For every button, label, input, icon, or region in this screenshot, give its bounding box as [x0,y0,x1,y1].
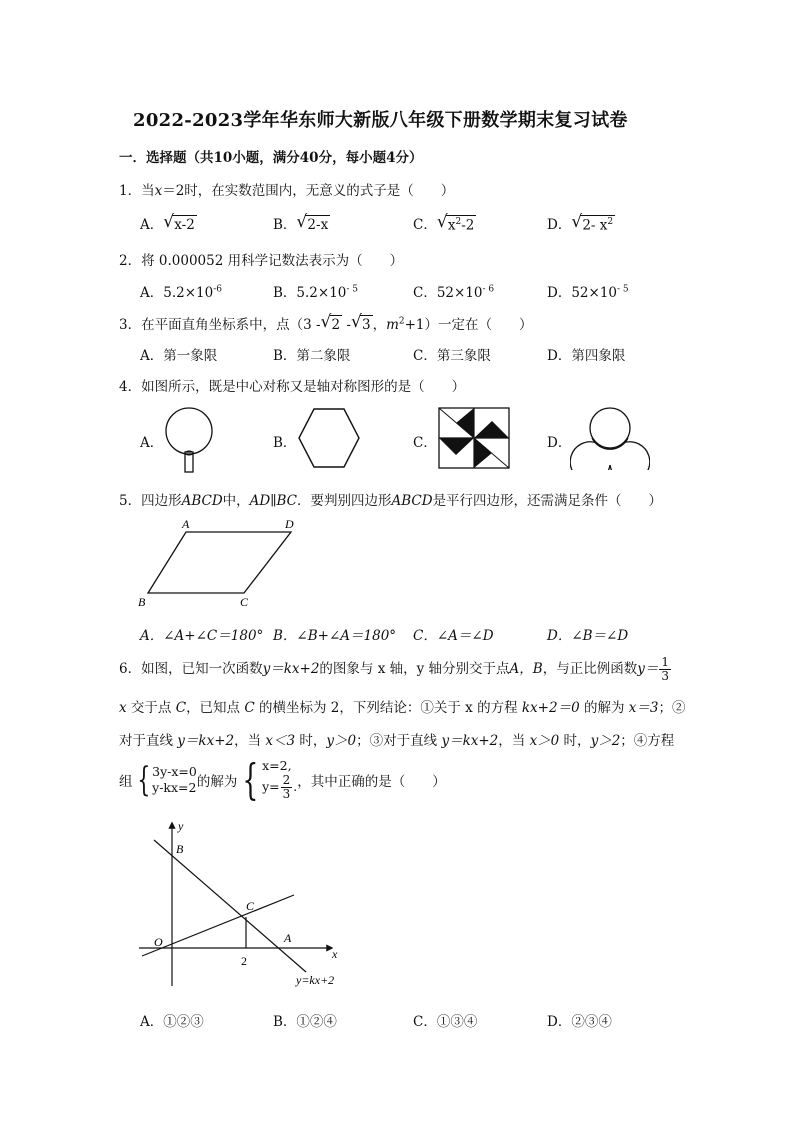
question-5-stem [119,489,662,509]
solution-period: . [293,779,298,794]
option-label: C． [413,217,437,233]
solution-y [262,774,297,801]
q6-text: 的解为 [579,700,629,716]
fraction-denominator: 3 [661,669,669,683]
q3-variable: m [386,317,399,333]
q3-stem-part: +1）一定在（ ） [404,317,533,333]
q1-stem-part: 1．当 [119,183,155,199]
q6-text: 时， [559,733,591,749]
q1-stem-part: ＝2时，在实数范围内，无意义的式子是（ ） [162,183,455,199]
q6-text: 对于直线 [119,733,178,749]
option-text: C．52×10 [413,285,483,301]
q3-stem-part: ， [372,317,387,333]
q4-figure-b-hexagon-icon [296,407,362,469]
exponent: - 6 [482,284,495,295]
radicand [580,215,615,234]
question-4-stem: 4．如图所示，既是中心对称又是轴对称图形的是（ ） [119,379,466,395]
sqrt-expression: √ 3 [350,312,371,333]
point-b-label: B [176,842,184,856]
q6-equation: kx+2＝0 [521,700,580,716]
question-6-line-4 [119,754,446,804]
q4-option-c[interactable]: C． [413,435,437,451]
q6-text: ；④方程 [620,733,675,749]
exponent: 2 [607,216,614,227]
q4-option-d[interactable]: D． [547,435,572,451]
q6-equation: y＝kx+2 [441,733,499,749]
x-tick-2-label: 2 [241,954,247,968]
system-equation-1: 3y-x=0 [152,763,197,779]
q2-option-b[interactable] [273,281,358,301]
option-text: A．5.2×10 [140,285,214,301]
q6-option-a[interactable]: A．①②③ [140,1014,204,1030]
origin-label: O [154,935,163,949]
q1-option-d[interactable] [547,213,615,233]
q4-figure-a-fan-icon [162,406,216,476]
point-a-label: A [284,931,292,945]
q5-stem-part: ．要判别四边形 [296,493,392,509]
page-title: 2022-2023学年华东师大新版八年级下册数学期末复习试卷 [133,110,628,131]
brace-icon: { [136,759,150,800]
q6-option-d[interactable]: D．②③④ [547,1014,612,1030]
question-6-line-1 [119,656,672,683]
exponent: 2 [398,316,405,327]
fraction-two-thirds [281,774,293,801]
x-axis-label: x [332,947,338,961]
radicand-var: x [447,217,456,233]
q6-text: 的图象与 x 轴，y 轴分别交于点 [319,661,510,677]
q5-option-c[interactable]: C．∠A＝∠D [413,628,494,644]
sqrt-expression: √ x-2 [163,212,195,233]
option-label: A． [140,217,164,233]
vertex-label-c: C [240,595,249,609]
q5-parallel-condition: AD∥BC [249,493,297,509]
q5-stem-part: 5．四边形 [119,493,182,509]
fraction-denominator: 3 [282,787,291,801]
option-label: B． [273,217,297,233]
sqrt-expression: √ 2- $x^2$ [571,211,614,233]
q6-text: 组 [119,773,133,790]
equation-system [133,759,197,800]
q5-stem-part: 中， [222,493,250,509]
q6-inequality: x＞0 [529,733,560,749]
radicand: 3 [361,317,371,333]
q6-equation: y＝kx+2 [262,661,320,677]
system-equation-2: y-kx=2 [152,779,197,795]
exponent: - 5 [346,284,359,295]
exponent: 2 [455,216,462,227]
radicand: x-2 [174,217,195,233]
question-2-stem: 2．将 0.000052 用科学记数法表示为（ ） [119,253,404,269]
q3-stem-part: 3．在平面直角坐标系中，点（3 - [119,317,321,333]
y-axis-label: y [178,819,184,833]
q6-coordinate-graph [134,818,354,993]
q3-option-b[interactable]: B．第二象限 [273,348,351,364]
q1-option-b[interactable] [273,213,330,233]
q6-text: ，当 [234,733,266,749]
q6-text: ，与正比例函数 [542,661,638,677]
radicand-tail: -2 [461,217,475,233]
q6-text: ，已知点 [186,700,245,716]
q4-figure-d-triquetra-icon [570,406,650,470]
q6-text: ，当 [498,733,530,749]
q6-text: 6．如图，已知一次函数 [119,661,263,677]
brace-icon: { [242,754,259,804]
q6-option-b[interactable]: B．①②④ [273,1014,337,1030]
q6-inequality: y＞0 [326,733,357,749]
q6-variable: x [119,700,127,716]
radicand: 2-x [307,217,329,233]
q6-equation: y＝ [637,661,659,677]
q5-option-a[interactable]: A．∠A+∠C＝180° [140,628,264,644]
question-1-stem [119,179,454,199]
q2-option-d[interactable] [547,281,629,301]
q4-option-b[interactable]: B． [273,435,297,451]
q2-option-a[interactable] [140,281,222,301]
q6-text: ；③对于直线 [356,733,442,749]
q6-text: 时， [295,733,327,749]
q5-quadrilateral-name: ABCD [391,493,433,509]
q2-option-c[interactable] [413,281,494,301]
q5-quadrilateral-name: ABCD [181,493,223,509]
q3-stem-part: - [342,317,351,333]
q6-text: ，其中正确的是（ ） [297,773,446,790]
exponent: -6 [213,284,222,295]
q6-inequality: x＜3 [265,733,296,749]
option-label: D． [547,217,572,233]
solution-x: x=2, [262,758,292,773]
q3-option-c[interactable]: C．第三象限 [413,348,491,364]
q6-point: C [244,700,255,716]
sqrt-expression: √ 2-x [296,212,329,233]
option-text: B．5.2×10 [273,285,347,301]
question-6-line-3 [119,729,674,749]
q6-text: 的解为 [196,773,238,790]
q5-option-d[interactable]: D．∠B＝∠D [547,628,629,644]
q6-option-c[interactable]: C．①③④ [413,1014,478,1030]
sqrt-expression: √ 2 [320,312,341,333]
radicand-var: 2- x [582,217,608,233]
q4-option-a[interactable]: A． [140,435,164,451]
fraction-numerator: 1 [661,655,669,669]
q5-option-b[interactable]: B．∠B+∠A＝180° [273,628,397,644]
q6-text: ；② [658,700,686,716]
vertex-label-d: D [285,517,294,531]
q5-parallelogram-figure [136,515,306,610]
q5-stem-part: 是平行四边形，还需满足条件（ ） [432,493,663,509]
vertex-label-b: B [138,595,146,609]
sqrt-expression: √ $x^2-2$ [436,211,475,233]
q1-option-c[interactable] [413,213,476,233]
q6-point: C [175,700,187,716]
line-equation-label: y=kx+2 [296,973,335,987]
point-c-label: C [246,899,255,913]
solution-system [237,754,298,804]
q6-equation: y＝kx+2 [177,733,235,749]
q6-inequality: y＞2 [590,733,621,749]
q6-equation: x＝3 [628,700,659,716]
vertex-label-a: A [182,517,190,531]
option-text: D．52×10 [547,285,617,301]
solution-y-label: y= [262,779,280,794]
q4-figure-c-pinwheel-icon [438,407,510,469]
q6-text: 的横坐标为 2，下列结论：①关于 x 的方程 [254,700,522,716]
q1-option-a[interactable] [140,213,197,233]
q3-option-a[interactable]: A．第一象限 [140,348,218,364]
fraction-one-third [659,656,671,683]
section-heading: 一．选择题（共10小题，满分40分，每小题4分） [119,150,423,166]
q3-option-d[interactable]: D．第四象限 [547,348,626,364]
exponent: - 5 [617,284,629,295]
q6-points: A，B [509,661,543,677]
radicand: 2 [331,317,341,333]
fraction-numerator: 2 [282,773,291,787]
q6-text: 交于点 [126,700,176,716]
q1-variable: x [154,183,163,199]
radicand [446,215,477,234]
question-6-line-2 [119,696,685,716]
question-3-stem [119,313,533,333]
